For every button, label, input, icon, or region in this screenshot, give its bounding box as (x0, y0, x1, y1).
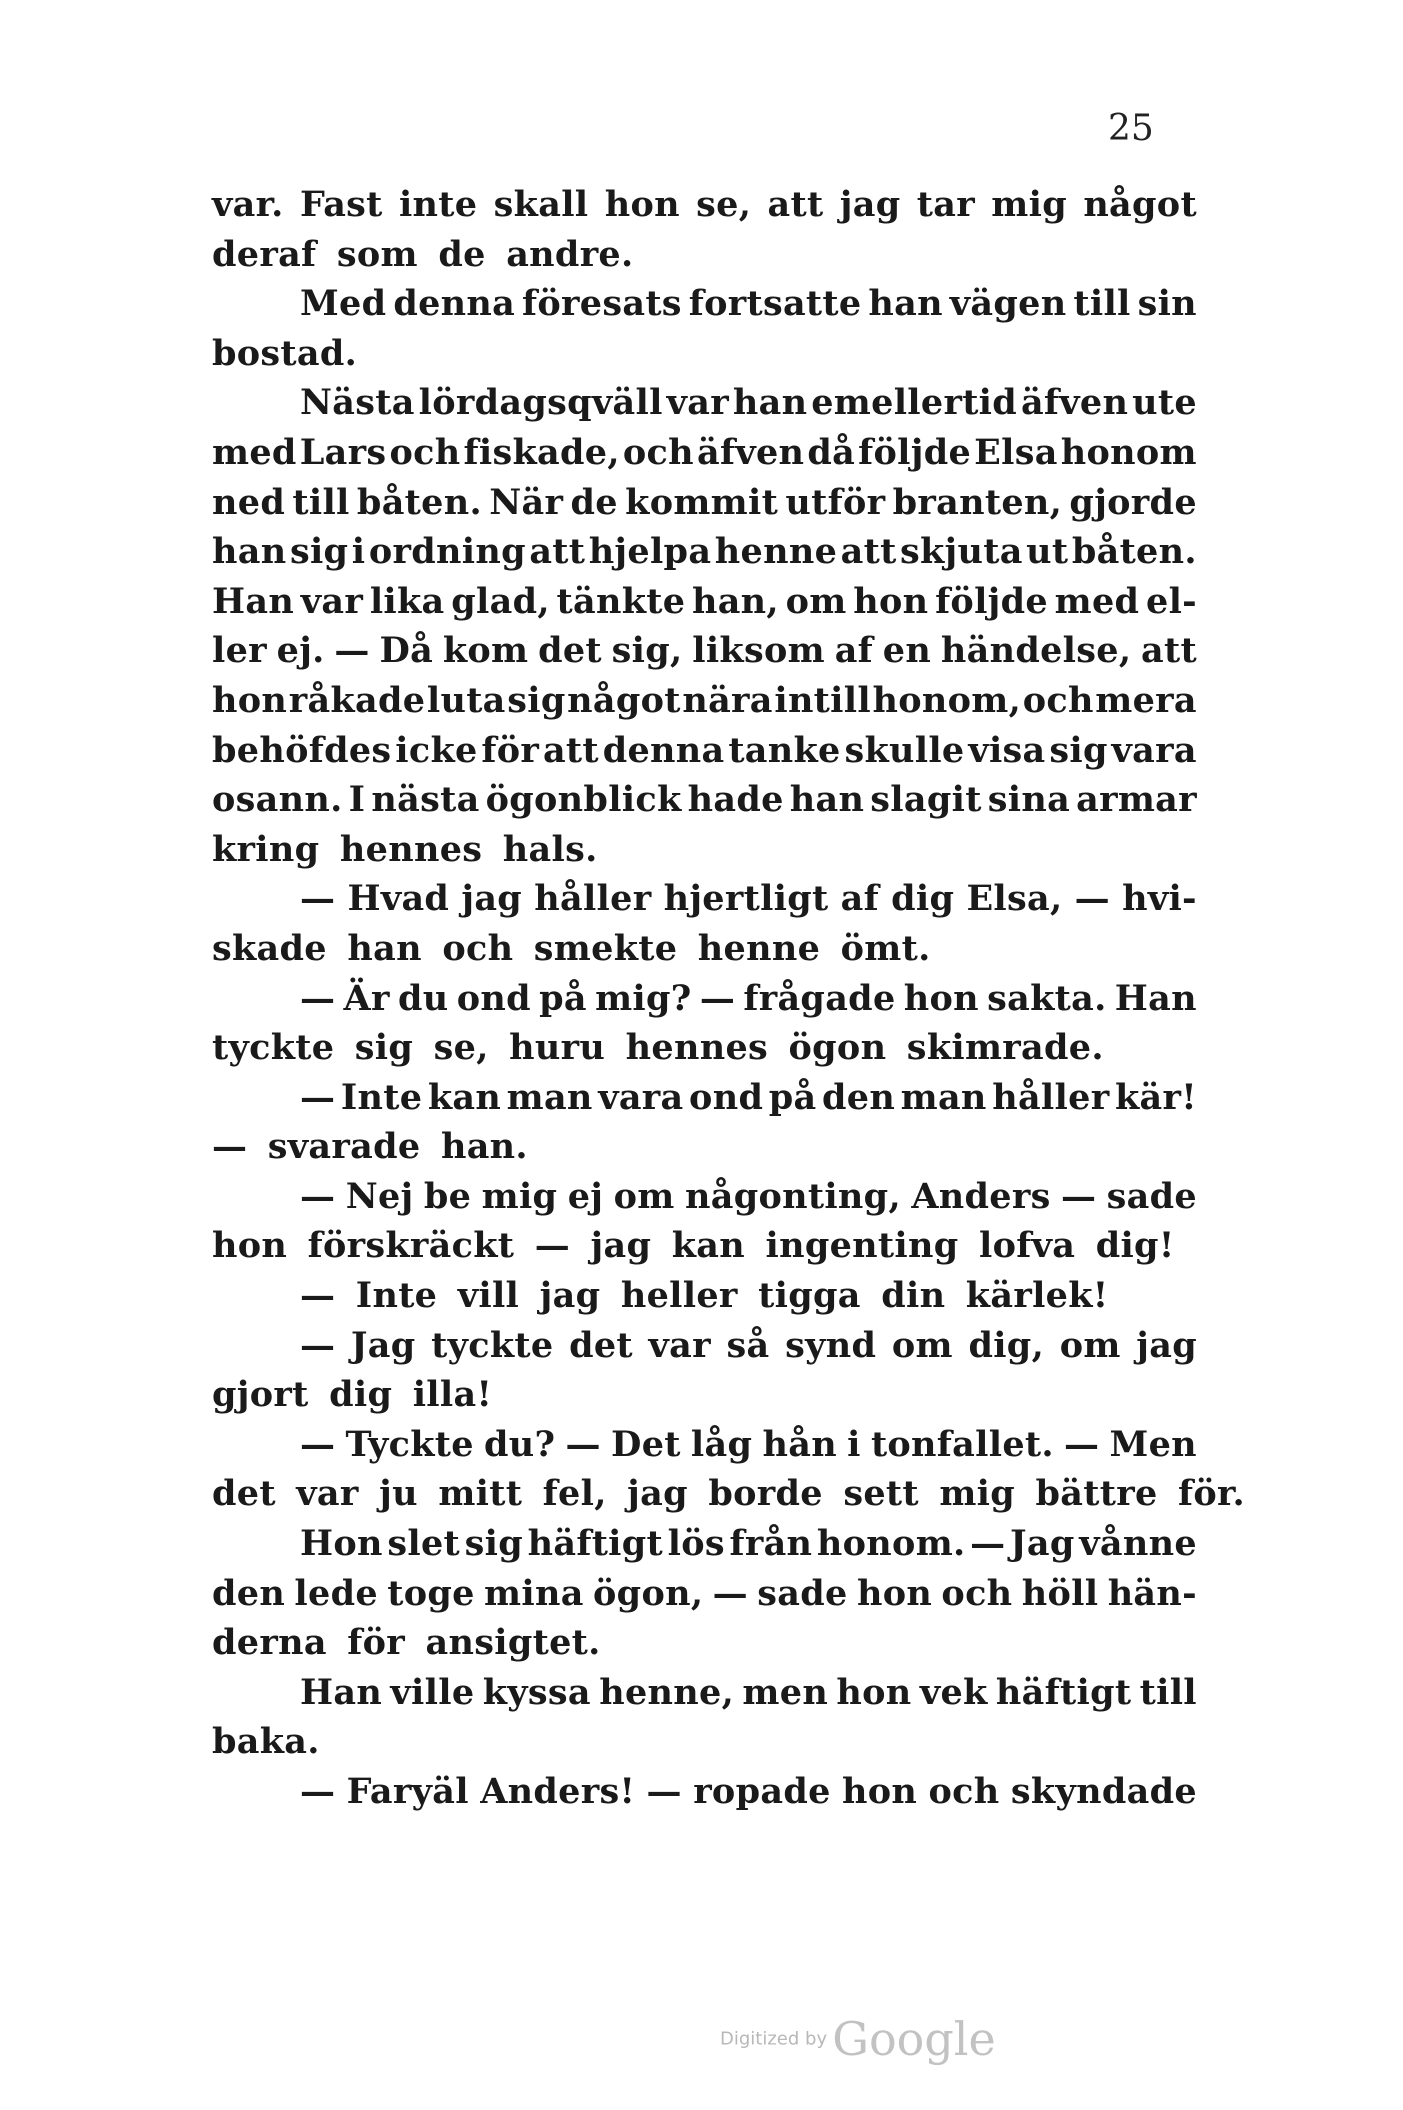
text-line: deraf som de andre. (212, 233, 634, 275)
text-line: — Tyckte du? — Det låg hån i tonfallet. — Men (300, 1423, 1197, 1465)
watermark-brand: Google (832, 2012, 996, 2066)
text-line: — Faryäl Anders! — ropade hon och skyndade (300, 1771, 1197, 1812)
text-line: ned till båten. När de kommit utför branten, gjorde (212, 481, 1197, 523)
body-text (212, 180, 1246, 1817)
text-line: ler ej. — Då kom det sig, liksom af en händelse, att (212, 630, 1197, 672)
text-line: var. Fast inte skall hon se, att jag tar mig något (212, 184, 1197, 225)
digitized-by-google-watermark (720, 2012, 996, 2066)
text-line: han sig i ordning att hjelpa henne att skjuta ut båten. (212, 531, 1197, 573)
text-line: Han ville kyssa henne, men hon vek häftigt till (300, 1671, 1197, 1713)
text-line: det var ju mitt fel, jag borde sett mig bättre för. (212, 1473, 1246, 1515)
text-line: — Nej be mig ej om någonting, Anders — sade (300, 1175, 1197, 1217)
text-line: Han var lika glad, tänkte han, om hon följde med el- (212, 580, 1197, 622)
text-line: Med denna föresats fortsatte han vägen till sin (300, 283, 1197, 325)
watermark-prefix: Digitized by (720, 2028, 828, 2050)
text-line: baka. (212, 1721, 320, 1763)
text-line: bostad. (212, 332, 358, 374)
text-line: derna för ansigtet. (212, 1622, 601, 1664)
text-line: behöfdes icke för att denna tanke skulle visa sig vara (212, 729, 1197, 771)
text-line: — Inte vill jag heller tigga din kärlek! (300, 1275, 1109, 1317)
page-number: 25 (1108, 108, 1154, 149)
text-line: — Hvad jag håller hjertligt af dig Elsa, — hvi- (300, 878, 1197, 920)
text-line: — svarade han. (212, 1126, 528, 1168)
text-line: gjort dig illa! (212, 1374, 493, 1416)
text-line: skade han och smekte henne ömt. (212, 927, 931, 969)
text-line: osann. I nästa ögonblick hade han slagit sina armar (212, 779, 1197, 821)
text-line: — Jag tyckte det var så synd om dig, om jag (300, 1324, 1197, 1366)
text-line: tyckte sig se, huru hennes ögon skimrade. (212, 1027, 1104, 1069)
text-line: den lede toge mina ögon, — sade hon och höll hän- (212, 1572, 1197, 1614)
text-line: Nästa lördagsqväll var han emellertid äfven ute (300, 382, 1197, 424)
text-line: hon förskräckt — jag kan ingenting lofva dig! (212, 1225, 1175, 1267)
text-line: Hon slet sig häftigt lös från honom. — Jag vånne (300, 1523, 1197, 1565)
text-line: med Lars och fiskade, och äfven då följde Elsa honom (212, 431, 1197, 473)
text-line: kring hennes hals. (212, 828, 598, 870)
text-line: — Inte kan man vara ond på den man håller kär! (300, 1076, 1197, 1118)
text-line: hon råkade luta sig något nära intill honom, och mera (212, 679, 1197, 721)
text-line: — Är du ond på mig? — frågade hon sakta. Han (300, 977, 1197, 1019)
